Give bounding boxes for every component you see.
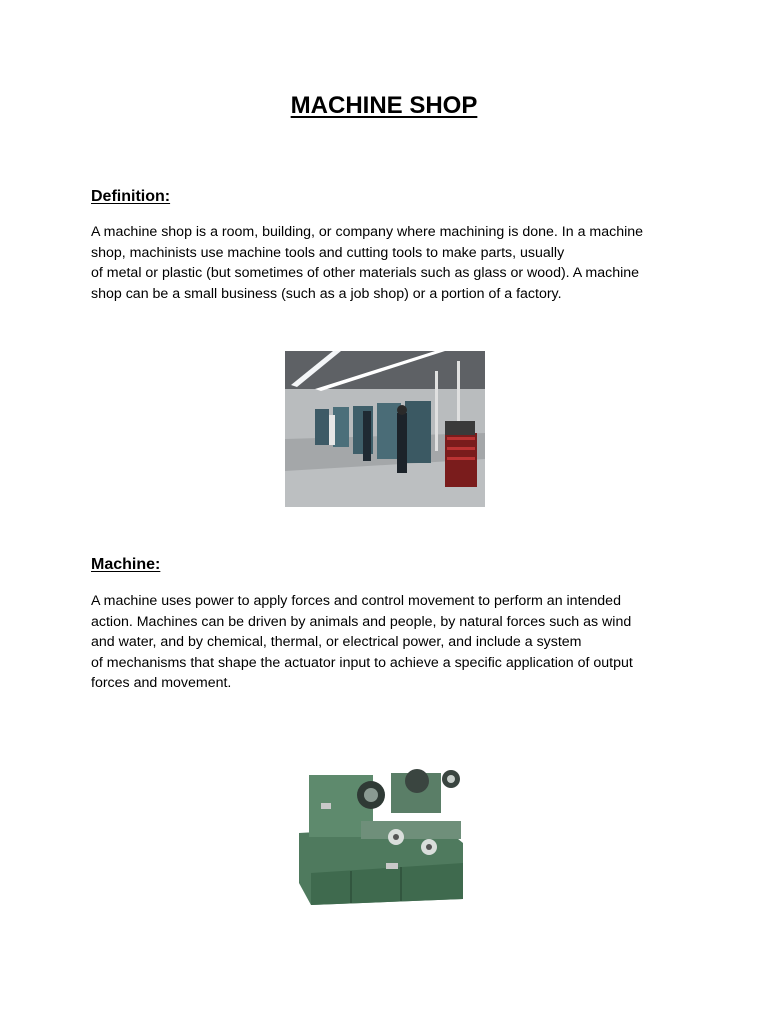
- paragraph-line: forces and movement.: [91, 675, 232, 692]
- machine-paragraph: [91, 591, 691, 694]
- paragraph-line: A machine shop is a room, building, or company where machining is done. In a machine: [91, 224, 644, 240]
- definition-paragraph: [91, 222, 691, 304]
- lathe-machine-photo: [291, 763, 481, 908]
- paragraph-line: of metal or plastic (but sometimes of other materials such as glass or wood). A machine: [91, 265, 640, 282]
- machine-heading: Machine:: [91, 556, 161, 573]
- paragraph-line: of mechanisms that shape the actuator input to achieve a specific application of output: [91, 654, 633, 671]
- paragraph-line: and water, and by chemical, thermal, or electrical power, and include a system: [91, 634, 582, 651]
- paragraph-line: shop can be a small business (such as a job shop) or a portion of a factory.: [91, 285, 562, 302]
- paragraph-line: action. Machines can be driven by animals and people, by natural forces such as wind: [91, 613, 632, 630]
- machine-shop-photo: [285, 351, 485, 507]
- page-title: MACHINE SHOP: [290, 92, 478, 119]
- paragraph-line: shop, machinists use machine tools and cutting tools to make parts, usually: [91, 244, 565, 261]
- definition-heading: Definition:: [91, 188, 171, 205]
- paragraph-line: A machine uses power to apply forces and control movement to perform an intended: [91, 593, 621, 609]
